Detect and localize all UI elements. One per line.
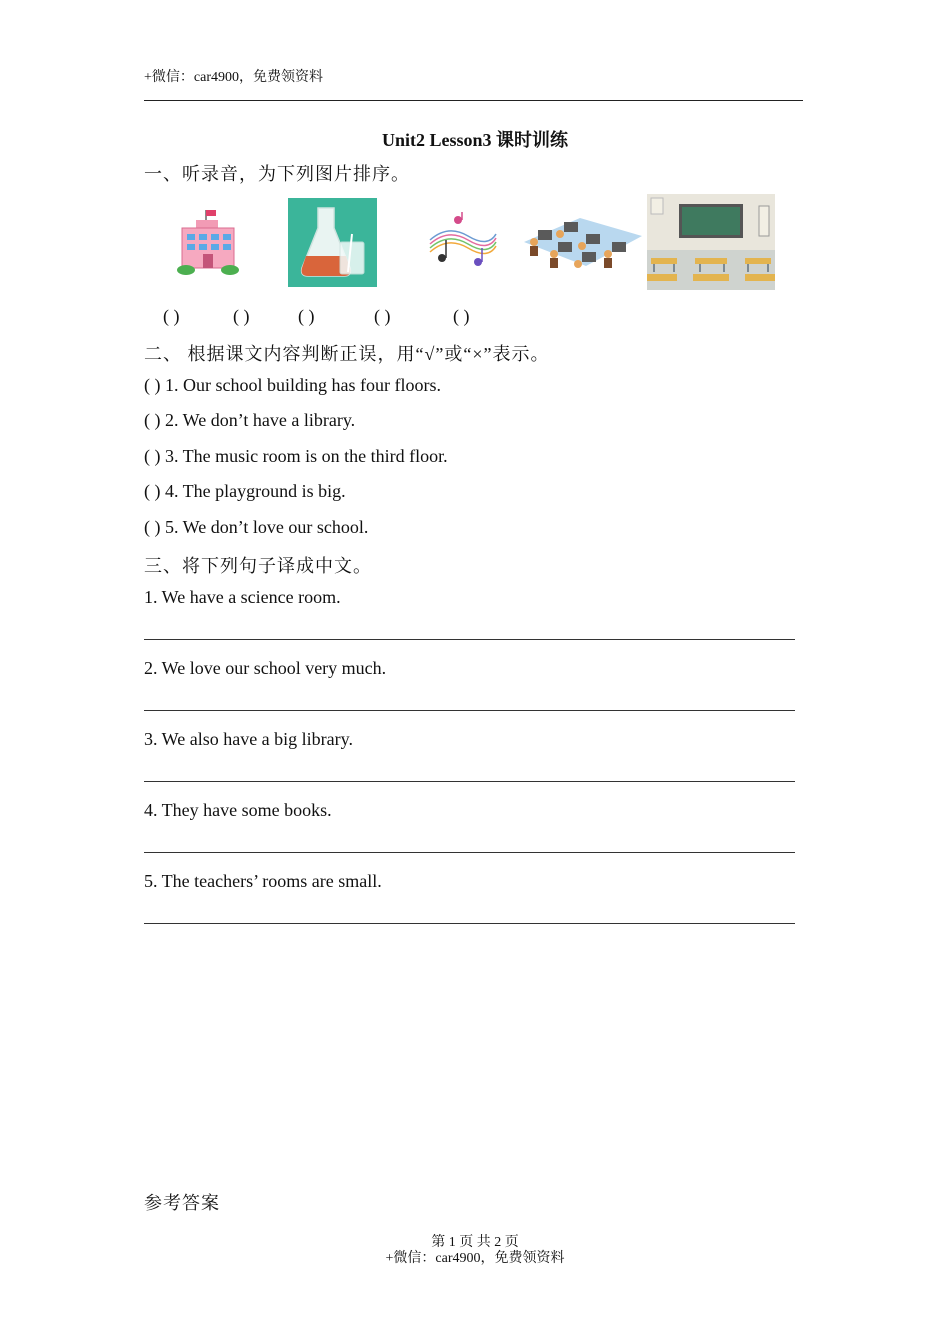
section1-heading: 一、听录音，为下列图片排序。: [144, 164, 410, 184]
header-divider: [144, 100, 803, 101]
computer-room-icon: [520, 208, 646, 272]
translation-item: 3. We also have a big library.: [144, 729, 353, 749]
judgement-item: ( ) 4. The playground is big.: [144, 481, 346, 501]
science-flask-icon: [288, 198, 377, 287]
answers-heading: 参考答案: [144, 1193, 220, 1213]
translation-item: 1. We have a science room.: [144, 587, 341, 607]
translation-item: 4. They have some books.: [144, 800, 332, 820]
translation-item: 2. We love our school very much.: [144, 658, 387, 678]
page-number: 第 1 页 共 2 页: [431, 1235, 519, 1250]
section3-heading: 三、将下列句子译成中文。: [144, 556, 372, 576]
answer-bracket[interactable]: ( ): [298, 306, 315, 326]
header-note: +微信：car4900，免费领资料: [144, 70, 323, 85]
judgement-item: ( ) 1. Our school building has four floors.: [144, 375, 441, 395]
answer-bracket[interactable]: ( ): [233, 306, 250, 326]
answer-bracket[interactable]: ( ): [453, 306, 470, 326]
answer-line[interactable]: [144, 923, 795, 924]
judgement-item: ( ) 2. We don’t have a library.: [144, 410, 356, 430]
judgement-item: ( ) 5. We don’t love our school.: [144, 517, 369, 537]
judgement-item: ( ) 3. The music room is on the third floor.: [144, 446, 448, 466]
answer-line[interactable]: [144, 781, 795, 782]
school-building-icon: [176, 206, 242, 278]
section2-heading: 二、 根据课文内容判断正误，用“√”或“×”表示。: [144, 344, 550, 364]
answer-line[interactable]: [144, 852, 795, 853]
worksheet-title: Unit2 Lesson3 课时训练: [381, 130, 569, 150]
answer-bracket[interactable]: ( ): [374, 306, 391, 326]
music-notes-icon: [428, 210, 498, 270]
translation-item: 5. The teachers’ rooms are small.: [144, 871, 382, 891]
classroom-icon: [647, 194, 775, 290]
answer-line[interactable]: [144, 710, 795, 711]
answer-bracket[interactable]: ( ): [163, 306, 180, 326]
footer-note: +微信：car4900，免费领资料: [385, 1251, 565, 1266]
answer-line[interactable]: [144, 639, 795, 640]
